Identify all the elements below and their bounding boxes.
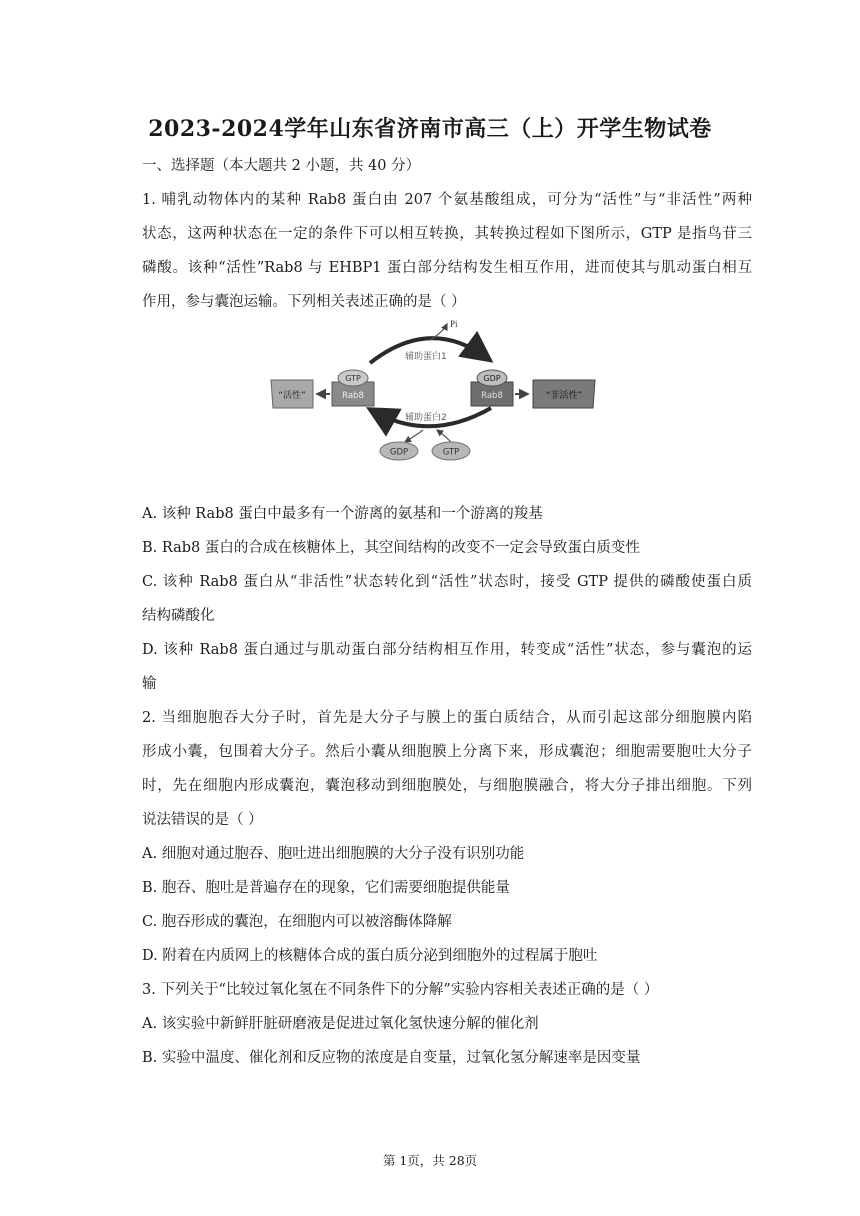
question-2-option-d: D. 附着在内质网上的核糖体合成的蛋白质分泌到细胞外的过程属于胞吐 xyxy=(142,948,598,964)
question-1-option-c-line-2: 结构磷酸化 xyxy=(142,608,215,624)
question-1-line-3: 磷酸。该种“活性”Rab8 与 EHBP1 蛋白部分结构发生相互作用，进而使其与肌动蛋白相互 xyxy=(142,260,752,276)
rab8-conversion-diagram xyxy=(265,318,600,468)
rab8-left-label: Rab8 xyxy=(342,391,364,401)
question-2-option-b: B. 胞吞、胞吐是普遍存在的现象，它们需要细胞提供能量 xyxy=(142,880,510,896)
gdp-bottom-label: GDP xyxy=(389,447,409,458)
inactive-label: “非活性” xyxy=(545,391,583,401)
active-label: “活性” xyxy=(278,391,306,401)
question-2-option-a: A. 细胞对通过胞吞、胞吐进出细胞膜的大分子没有识别功能 xyxy=(142,846,525,862)
gdp-release-arrow xyxy=(405,430,423,442)
helper-protein-1-label: 辅助蛋白1 xyxy=(405,352,447,362)
question-1-option-d-line-2: 输 xyxy=(142,676,157,692)
rab8-right-label: Rab8 xyxy=(481,391,503,401)
question-2-line-2: 形成小囊，包围着大分子。然后小囊从细胞膜上分离下来，形成囊泡；细胞需要胞吐大分子 xyxy=(142,744,752,760)
gtp-bottom-label: GTP xyxy=(442,447,460,458)
question-2-option-c: C. 胞吞形成的囊泡，在细胞内可以被溶酶体降解 xyxy=(142,914,452,930)
question-1-option-d-line-1: D. 该种 Rab8 蛋白通过与肌动蛋白部分结构相互作用，转变成“活性”状态，参与囊泡的运 xyxy=(142,642,752,658)
question-1-option-a: A. 该种 Rab8 蛋白中最多有一个游离的氨基和一个游离的羧基 xyxy=(142,506,543,522)
page-footer: 第 1页，共 28页 xyxy=(382,1153,478,1168)
question-1-line-4: 作用，参与囊泡运输。下列相关表述正确的是（ ） xyxy=(142,294,466,310)
question-2-line-4: 说法错误的是（ ） xyxy=(142,812,263,828)
gtp-top-label: GTP xyxy=(345,374,361,383)
helper-protein-2-label: 辅助蛋白2 xyxy=(405,413,447,423)
section-heading: 一、选择题（本大题共 2 小题，共 40 分） xyxy=(142,158,421,174)
page-title: 2023-2024学年山东省济南市高三（上）开学生物试卷 xyxy=(148,116,712,142)
question-1-option-c-line-1: C. 该种 Rab8 蛋白从“非活性”状态转化到“活性”状态时，接受 GTP 提供的磷酸使蛋白质 xyxy=(142,574,752,590)
question-1-option-b: B. Rab8 蛋白的合成在核糖体上，其空间结构的改变不一定会导致蛋白质变性 xyxy=(142,540,640,556)
question-1-line-1: 1. 哺乳动物体内的某种 Rab8 蛋白由 207 个氨基酸组成，可分为“活性”与“非活性”两种 xyxy=(142,192,752,208)
question-2-line-1: 2. 当细胞胞吞大分子时，首先是大分子与膜上的蛋白质结合，从而引起这部分细胞膜内陷 xyxy=(142,710,752,726)
question-2-line-3: 时，先在细胞内形成囊泡，囊泡移动到细胞膜处，与细胞膜融合，将大分子排出细胞。下列 xyxy=(142,778,752,794)
pi-label: Pi xyxy=(450,319,458,329)
question-3-option-b: B. 实验中温度、催化剂和反应物的浓度是自变量，过氧化氢分解速率是因变量 xyxy=(142,1050,641,1066)
gdp-top-label: GDP xyxy=(483,374,501,383)
question-3-line-1: 3. 下列关于“比较过氧化氢在不同条件下的分解”实验内容相关表述正确的是（ ） xyxy=(142,982,659,998)
gtp-bind-arrow xyxy=(437,430,451,442)
question-1-line-2: 状态，这两种状态在一定的条件下可以相互转换，其转换过程如下图所示，GTP 是指鸟苷三 xyxy=(142,226,752,242)
question-3-option-a: A. 该实验中新鲜肝脏研磨液是促进过氧化氢快速分解的催化剂 xyxy=(142,1016,539,1032)
